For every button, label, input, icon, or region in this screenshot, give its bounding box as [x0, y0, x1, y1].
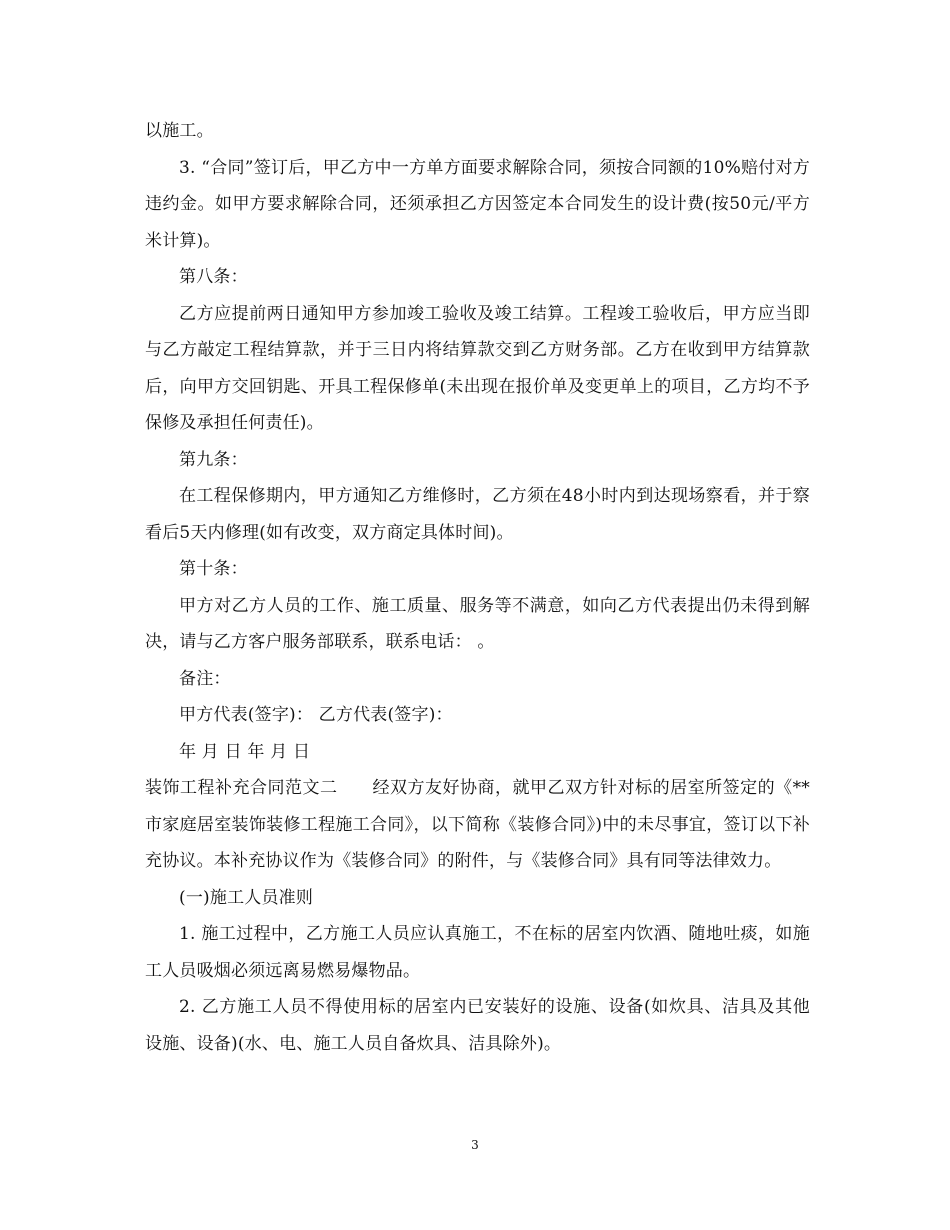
- paragraph-rule-2: 2. 乙方施工人员不得使用标的居室内已安装好的设施、设备(如炊具、洁具及其他设施、设备)(水、电、施工人员自备炊具、洁具除外)。: [145, 997, 810, 1054]
- heading-article-8: 第八条：: [179, 267, 248, 287]
- heading-article-10: 第十条：: [179, 559, 248, 579]
- paragraph-article-10: 甲方对乙方人员的工作、施工质量、服务等不满意，如向乙方代表提出仍未得到解决，请与乙方客户服务部联系，联系电话： 。: [145, 595, 810, 652]
- paragraph-1: 以施工。: [145, 121, 214, 141]
- page-number: 3: [471, 1138, 479, 1152]
- paragraph-2: 3. “合同”签订后，甲乙方中一方单方面要求解除合同，须按合同额的10%赔付对方违约金。如甲方要求解除合同，还须承担乙方因签定本合同发生的设计费(按50元/平方米计算)。: [145, 157, 810, 251]
- remarks-label: 备注：: [179, 668, 231, 689]
- heading-section-1: (一)施工人员准则: [179, 887, 314, 908]
- signature-line: 甲方代表(签字)： 乙方代表(签字)：: [179, 705, 453, 725]
- paragraph-article-9: 在工程保修期内，甲方通知乙方维修时，乙方须在48小时内到达现场察看，并于察看后5天内修理(如有改变，双方商定具体时间)。: [145, 486, 810, 543]
- heading-article-9: 第九条：: [179, 449, 248, 470]
- paragraph-article-8: 乙方应提前两日通知甲方参加竣工验收及竣工结算。工程竣工验收后，甲方应当即与乙方敲定工程结算款，并于三日内将结算款交到乙方财务部。乙方在收到甲方结算款后，向甲方交回钥匙、开具工程保修单(未出现在报价单及变更单上的项目，乙方均不予保修及承担任何责任)。: [145, 303, 810, 433]
- date-line: 年 月 日 年 月 日: [179, 741, 311, 762]
- document-body: [145, 113, 810, 1062]
- paragraph-contract-two: 装饰工程补充合同范文二 经双方友好协商，就甲乙双方针对标的居室所签定的《**市家庭居室装饰装修工程施工合同》，以下简称《装修合同》)中的未尽事宜，签订以下补充协议。本补充协议作为《装修合同》的附件，与《装修合同》具有同等法律效力。: [145, 778, 810, 871]
- paragraph-rule-1: 1. 施工过程中，乙方施工人员应认真施工，不在标的居室内饮酒、随地吐痰，如施工人员吸烟必须远离易燃易爆物品。: [145, 924, 810, 981]
